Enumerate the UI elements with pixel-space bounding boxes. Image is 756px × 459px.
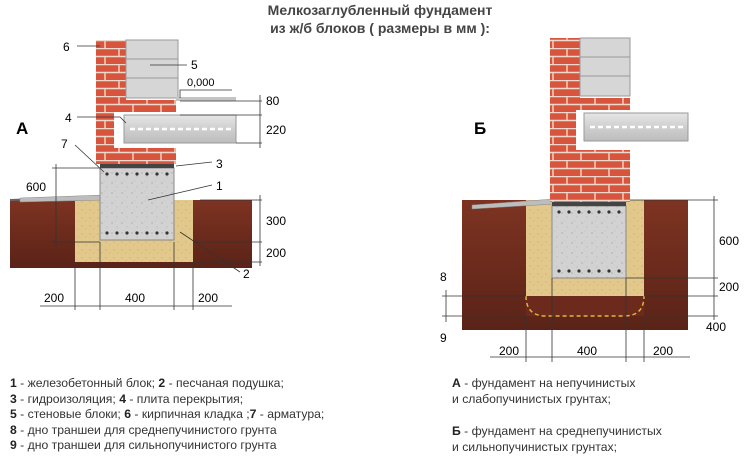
diagram-b (440, 38, 739, 362)
title-line-2: из ж/б блоков ( размеры в мм ): (270, 20, 490, 36)
letter-b: Б (474, 119, 487, 138)
dim-bottom-200-left-a: 200 (44, 291, 65, 305)
legend-left (10, 376, 324, 454)
diagram-a (10, 40, 286, 310)
callout-6: 6 (63, 40, 70, 54)
dim-200-b: 200 (719, 280, 740, 294)
title-line-1: Мелкозаглубленный фундамент (267, 2, 493, 18)
dim-bottom-200-right-a: 200 (198, 291, 219, 305)
callout-9: 9 (440, 331, 447, 345)
callout-2: 2 (243, 267, 250, 281)
legend-row-2: 3 - гидроизоляция; 4 - плита перекрытия; (10, 391, 244, 406)
letter-a: А (16, 119, 29, 138)
callout-8: 8 (440, 270, 447, 284)
callout-5: 5 (191, 58, 198, 72)
dim-bottom-400-a: 400 (125, 291, 146, 305)
callout-4: 4 (65, 111, 72, 125)
legend-row-1: 1 - железобетонный блок; 2 - песчаная подушка; (10, 376, 284, 390)
dim-200-a: 200 (266, 246, 287, 260)
wall-blocks-b (580, 38, 630, 96)
dim-300: 300 (266, 214, 287, 228)
callout-3: 3 (216, 157, 223, 171)
legend-row-5: 9 - дно траншеи для сильнопучинистого грунта (10, 438, 277, 452)
legend-row-3: 5 - стеновые блоки; 6 - кирпичная кладка ;7 - арматура; (10, 407, 325, 421)
dim-600-a: 600 (26, 180, 47, 194)
dim-600-b: 600 (719, 234, 740, 248)
dim-bottom-400-b: 400 (577, 344, 598, 358)
dim-80: 80 (266, 94, 280, 108)
concrete-block-b (552, 206, 626, 278)
dim-bottom-200-left-b: 200 (499, 344, 520, 358)
callout-1: 1 (216, 179, 223, 193)
dim-bottom-200-right-b: 200 (653, 344, 674, 358)
wall-blocks-a (126, 40, 178, 98)
legend-right-a: А - фундамент на непучинистых и слабопучинистых грунтах; (452, 376, 636, 406)
dim-400-b: 400 (706, 320, 727, 334)
dim-220: 220 (266, 123, 287, 137)
concrete-block-a (100, 168, 174, 240)
callout-7: 7 (61, 137, 68, 151)
legend-right-b: Б - фундамент на среднепучинистых и сильнопучинистых грунтах; (452, 424, 662, 454)
legend-row-4: 8 - дно траншеи для среднепучинистого грунта (10, 422, 277, 437)
level-mark: 0,000 (187, 77, 215, 89)
